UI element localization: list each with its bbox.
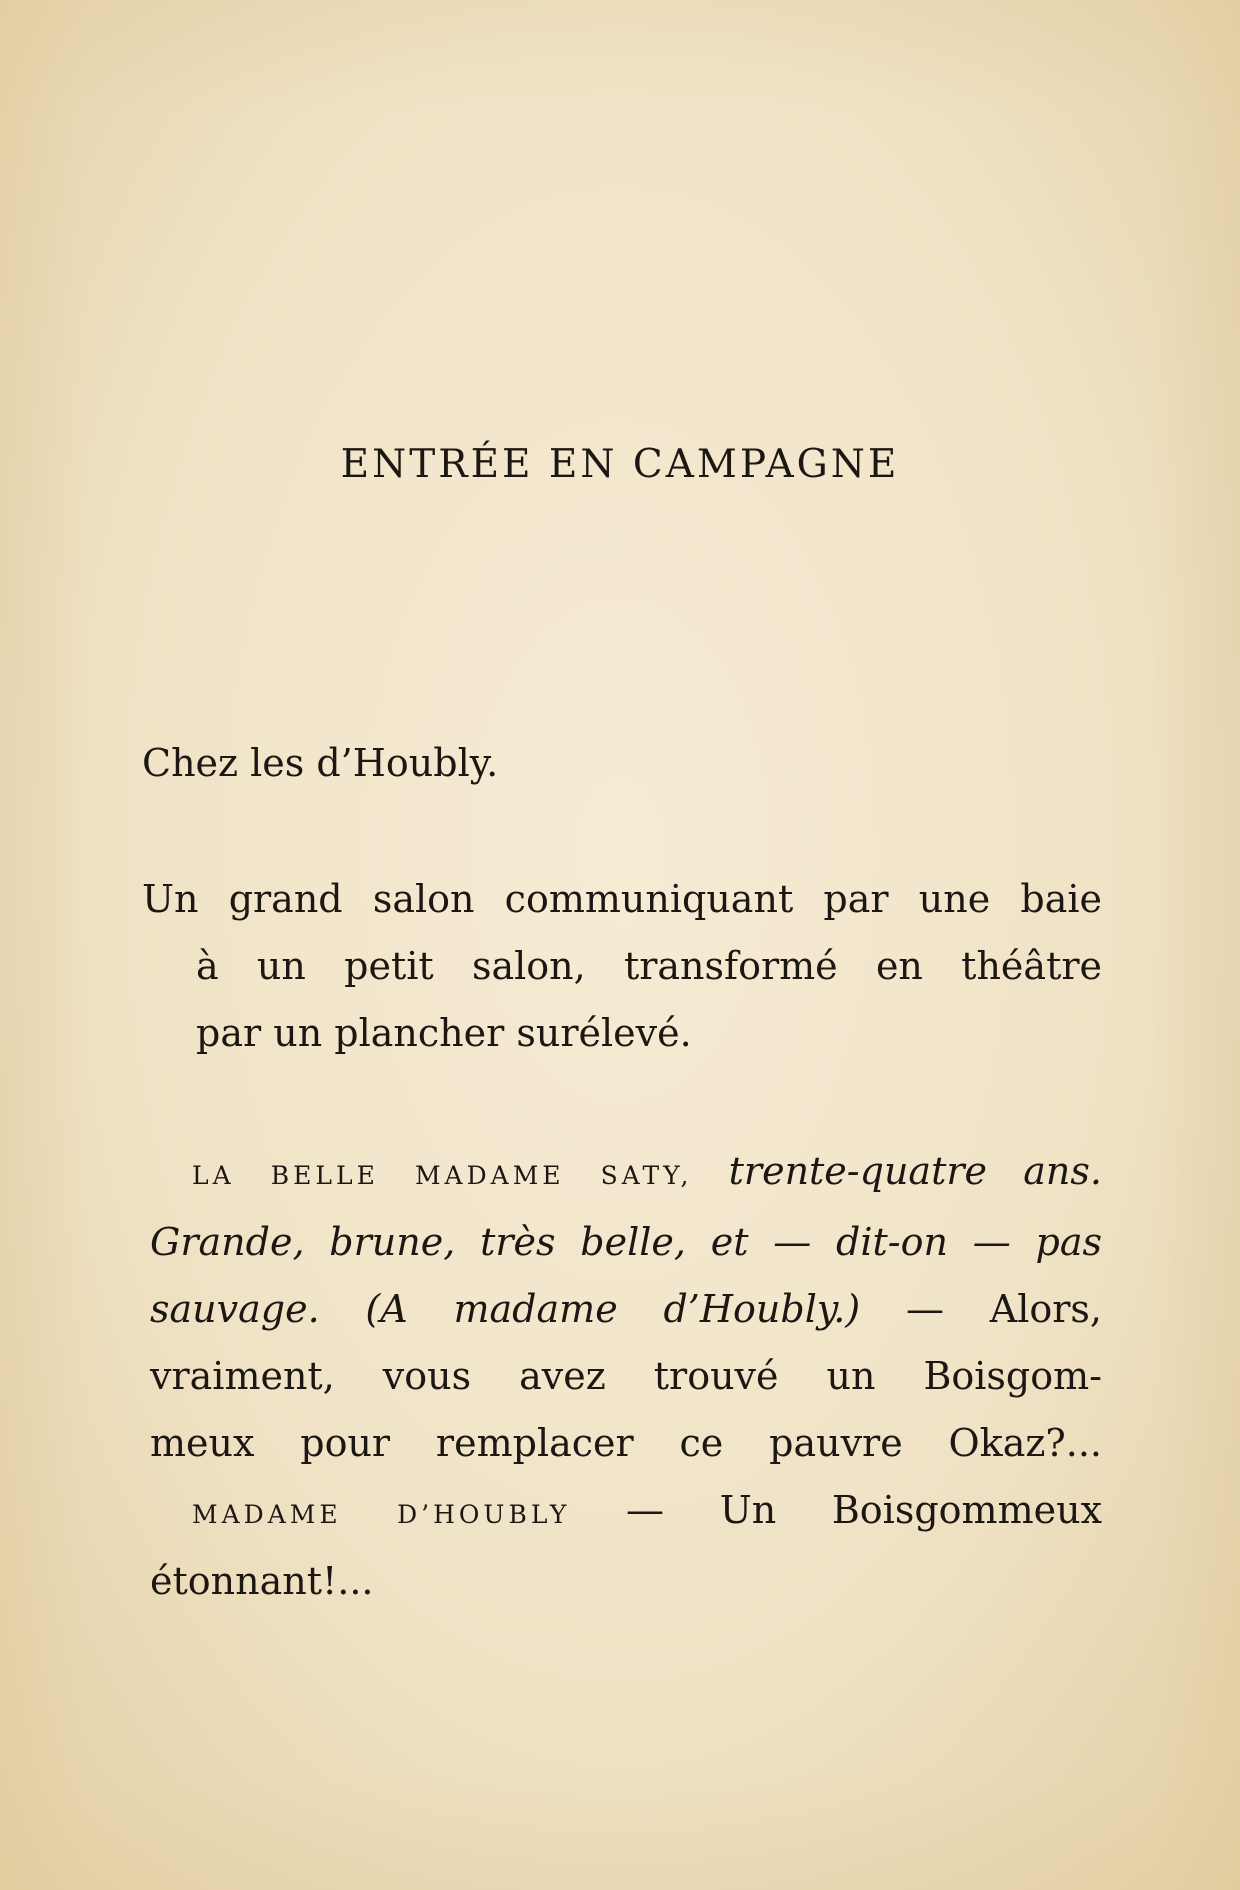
dialogue-line: étonnant!... (150, 1559, 374, 1603)
scene-location: Chez les d’Houbly. (142, 741, 499, 785)
character-description: Grande, brune, très belle, et — dit-on — pas (150, 1220, 1102, 1264)
chapter-heading: ENTRÉE EN CAMPAGNE (340, 442, 900, 487)
stage-direction (142, 866, 1102, 1067)
dialogue-line: vraiment, vous avez trouvé un Boisgom- (150, 1354, 1102, 1398)
character-description: trente-quatre ans. (728, 1149, 1102, 1193)
speaker-name: LA BELLE MADAME SATY, (192, 1161, 693, 1190)
stage-direction-line: par un plancher surélevé. (196, 1011, 692, 1055)
stage-direction-line: Un grand salon communiquant par une baie (142, 877, 1102, 921)
dialogue-block (150, 1138, 1102, 1615)
spoken-text: — Alors, (905, 1287, 1102, 1331)
dialogue-line (150, 1477, 1102, 1548)
dialogue-line (150, 1138, 1102, 1209)
stage-aside: sauvage. (A madame d’Houbly.) (150, 1287, 861, 1331)
spoken-text: — Un Boisgommeux (626, 1488, 1102, 1532)
dialogue-line: meux pour remplacer ce pauvre Okaz?... (150, 1421, 1102, 1465)
dialogue-line (150, 1276, 1102, 1343)
speaker-name: MADAME D’HOUBLY (192, 1500, 571, 1529)
stage-direction-line: à un petit salon, transformé en théâtre (196, 944, 1102, 988)
dialogue-line (150, 1209, 1102, 1276)
